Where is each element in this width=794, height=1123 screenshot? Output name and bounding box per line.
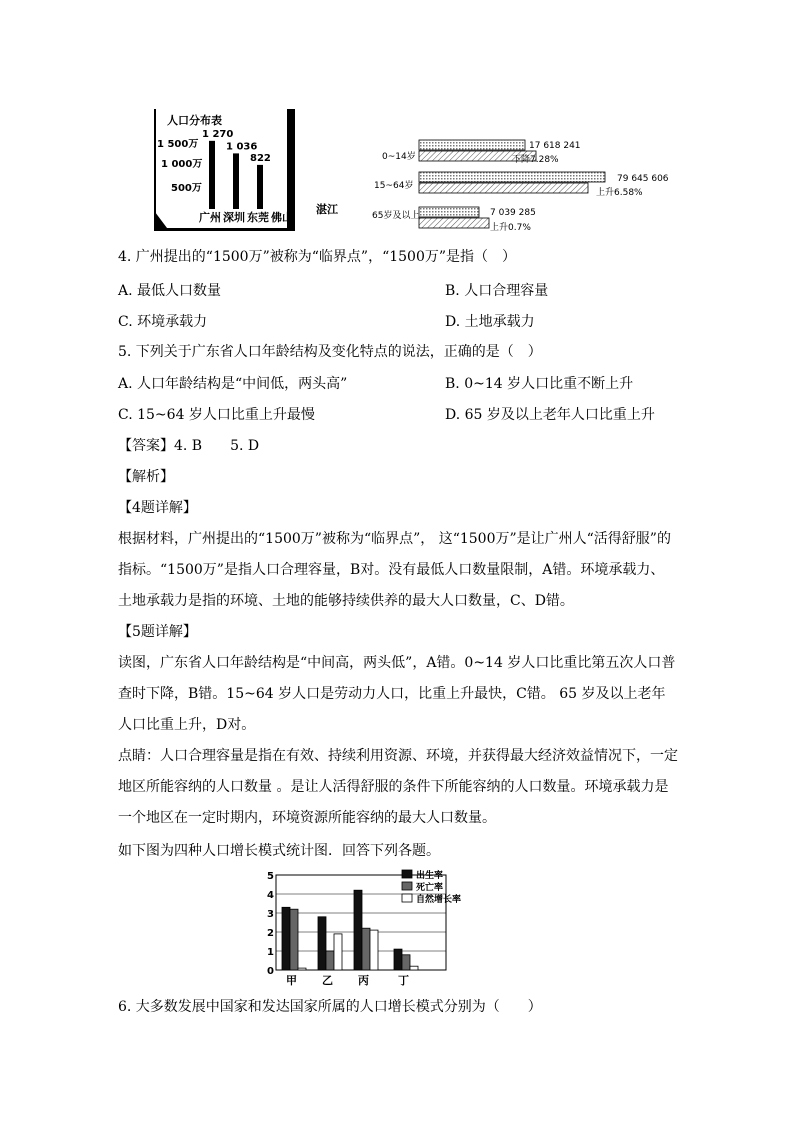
chart-category-label: 丙 [358, 974, 369, 987]
fig1-value-label: 822 [250, 152, 271, 164]
chart-bar-出生率 [394, 949, 402, 970]
detail-4-text: 根据材料，广州提出的“1500万”被称为“临界点”， 这“1500万”是让广州人“活得舒服”的指标。“1500万”是指人口合理容量，B对。没有最低人口数量限制，A错。环境承载力、土地承载力是指的环境、土地的能够持续供养的最大人口数量，C、D错。 [118, 531, 671, 609]
chart-bar-自然增长率 [410, 966, 418, 970]
question-5-option-c: C. 15~64 岁人口比重上升最慢 [118, 407, 315, 423]
age-group-change: 上升6.58% [596, 188, 643, 198]
question-4-option-c: C. 环境承载力 [118, 314, 208, 330]
fig1-city: 深圳 [223, 211, 245, 224]
age-bar-previous [419, 183, 588, 193]
chart-bar-出生率 [354, 890, 362, 970]
fig1-ylabel: 1 000万 [161, 159, 203, 170]
question-5-option-a: A. 人口年龄结构是“中间低，两头高” [118, 376, 348, 392]
question-5-stem: 5. 下列关于广东省人口年龄结构及变化特点的说法，正确的是（ ） [118, 344, 542, 360]
fig1-ylabel: 500万 [171, 183, 202, 194]
age-group-label: 15~64岁 [374, 181, 414, 191]
legend-swatch [402, 894, 412, 902]
chart-bar-死亡率 [402, 955, 410, 970]
age-structure-figure [372, 136, 672, 236]
legend-label: 出生率 [416, 871, 444, 881]
fig1-ylabel: 1 500万 [157, 139, 199, 150]
chart-category-label: 甲 [286, 974, 297, 987]
chart-ytick-label: 0 [267, 966, 274, 977]
fig1-city: 广州 [199, 211, 221, 224]
population-distribution-figure [155, 109, 295, 231]
age-bar-current [419, 207, 479, 217]
age-group-change: 下降7.28% [512, 155, 559, 165]
chart-bar-自然增长率 [370, 930, 378, 970]
fig1-bar [233, 153, 239, 209]
age-bar-current [419, 172, 605, 182]
chart-ytick-label: 5 [267, 871, 274, 882]
chart-bar-自然增长率 [298, 968, 306, 970]
question-4-option-a: A. 最低人口数量 [118, 283, 222, 299]
chart-ytick-label: 4 [267, 890, 274, 901]
age-group-value: 17 618 241 [529, 141, 581, 151]
chart-bar-死亡率 [326, 951, 334, 970]
chart-ytick-label: 3 [267, 909, 274, 920]
legend-label: 死亡率 [416, 883, 444, 893]
legend-swatch [402, 870, 412, 878]
question-5-option-d: D. 65 岁及以上老年人口比重上升 [445, 407, 655, 423]
age-group-value: 79 645 606 [617, 174, 669, 184]
intro-text: 如下图为四种人口增长模式统计图．回答下列各题。 [118, 843, 440, 859]
growth-model-chart [262, 866, 462, 990]
chart-bar-出生率 [318, 917, 326, 970]
fig1-title: 人口分布表 [167, 114, 222, 127]
fig1-value-label: 1 036 [226, 141, 258, 153]
chart-bar-出生率 [282, 907, 290, 970]
age-group-label: 0~14岁 [382, 152, 416, 162]
age-group-value: 7 039 285 [490, 208, 536, 218]
chart-ytick-label: 2 [267, 928, 274, 939]
age-group-label: 65岁及以上 [372, 211, 420, 221]
question-6-stem: 6. 大多数发展中国家和发达国家所属的人口增长模式分别为（ ） [118, 999, 542, 1015]
detail-5-heading: 【5题详解】 [118, 624, 197, 640]
chart-category-label: 乙 [322, 974, 333, 987]
question-4-option-b: B. 人口合理容量 [445, 283, 549, 299]
fig1-bar [209, 141, 215, 209]
fig1-city: 东莞 [247, 211, 269, 224]
detail-5-text: 读图，广东省人口年龄结构是“中间高，两头低”，A错。0~14 岁人口比重比第五次人口普查时下降，B错。15~64 岁人口是劳动力人口，比重上升最快，C错。 65 岁及以上老年人口比重上升，D对。 [118, 655, 676, 733]
detail-4-heading: 【4题详解】 [118, 500, 197, 516]
fig1-bar [257, 165, 263, 209]
answer-line: 【答案】4. B 5. D [118, 438, 260, 454]
analysis-heading: 【解析】 [118, 469, 174, 485]
question-4-stem: 4. 广州提出的“1500万”被称为“临界点”，“1500万”是指（ ） [118, 249, 517, 265]
chart-bar-死亡率 [362, 928, 370, 970]
question-5-option-b: B. 0~14 岁人口比重不断上升 [445, 376, 634, 392]
note-text: 点睛：人口合理容量是指在有效、持续利用资源、环境，并获得最大经济效益情况下，一定地区所能容纳的人口数量 。是让人活得舒服的条件下所能容纳的人口数量。环境承载力是一个地区在一定时期内，环境资源所能容纳的最大人口数量。 [118, 748, 678, 826]
age-bar-previous [419, 218, 489, 228]
chart-bar-死亡率 [290, 909, 298, 970]
chart-ytick-label: 1 [267, 947, 274, 958]
fig1-value-label: 1 270 [202, 128, 234, 140]
chart-category-label: 丁 [398, 974, 409, 987]
fig1-city: 佛山 [271, 211, 293, 224]
legend-swatch [402, 882, 412, 890]
chart-bar-自然增长率 [334, 934, 342, 970]
fig1-city: 湛江 [316, 203, 338, 216]
question-4-option-d: D. 土地承载力 [445, 314, 535, 330]
age-group-change: 上升0.7% [490, 223, 531, 233]
legend-label: 自然增长率 [416, 895, 462, 905]
age-bar-current [419, 140, 525, 150]
